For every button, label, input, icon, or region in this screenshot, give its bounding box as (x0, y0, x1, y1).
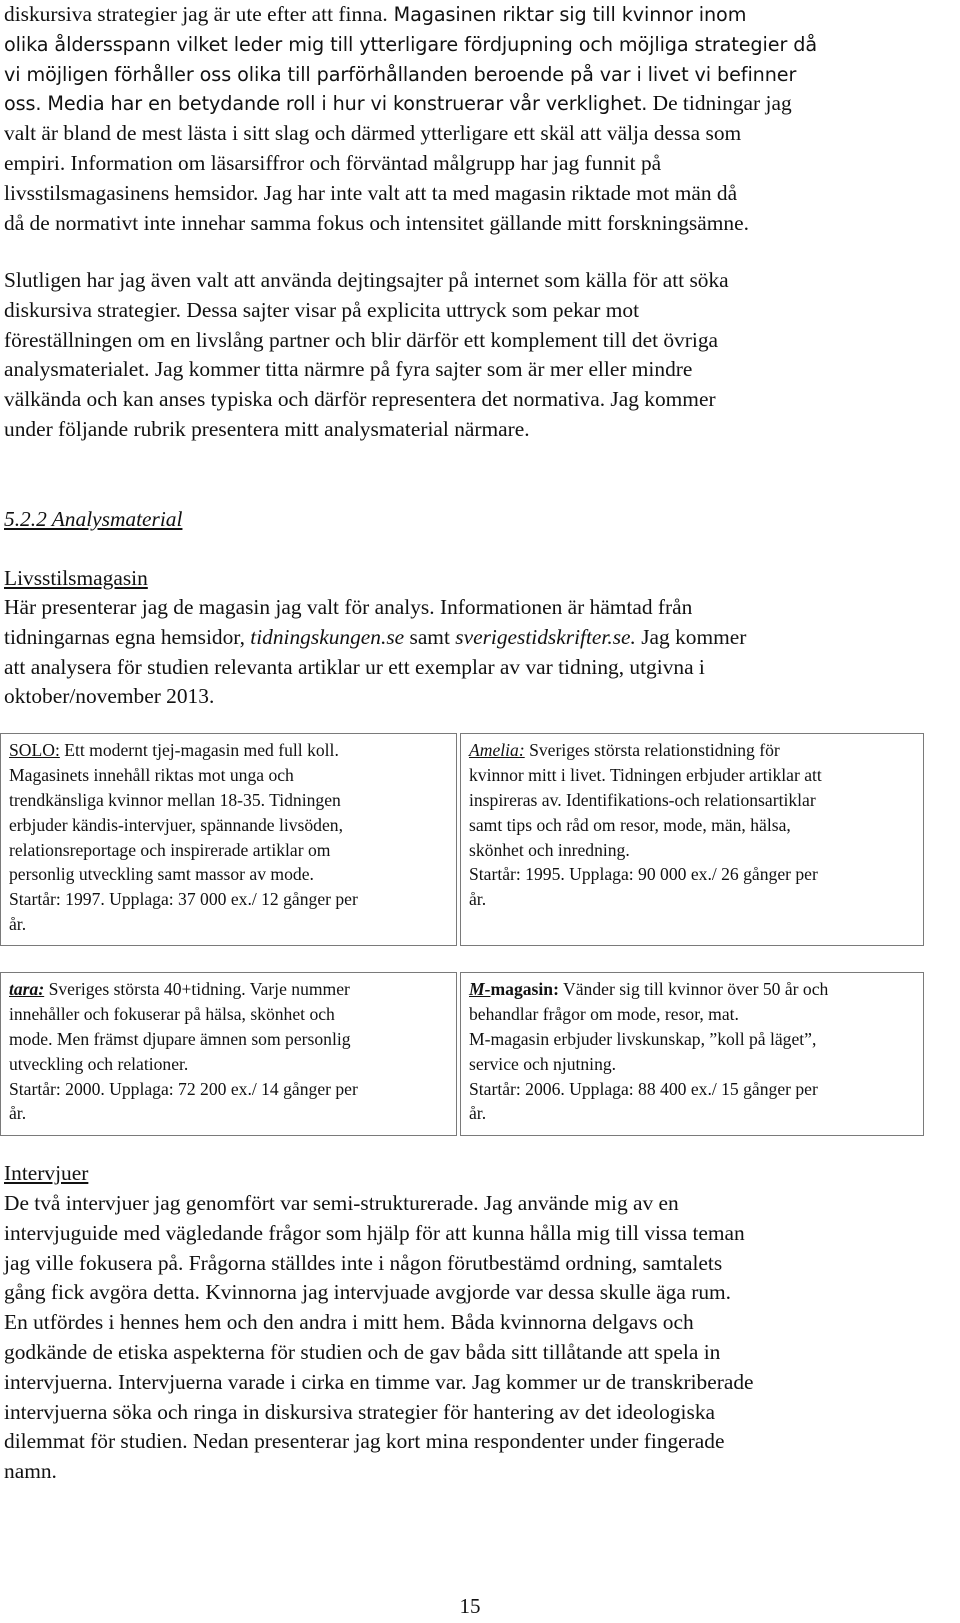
magazine-line-2a: tidningarnas egna hemsidor, (4, 624, 251, 649)
magazine-card-m-magasin (460, 972, 924, 1136)
amelia-line: inspireras av. Identifikations-och relationsartiklar (469, 789, 816, 810)
subheading-interviews: Intervjuer (4, 1161, 89, 1185)
magazine-card-solo (0, 733, 457, 946)
dating-sites-paragraph (4, 266, 934, 445)
intro-line-4b: De tidningar jag (647, 91, 792, 116)
solo-line: erbjuder kändis-intervjuer, spännande livsöden, (9, 814, 343, 835)
magazine-name-tara: tara: (9, 979, 45, 999)
interviews-line: godkände de etiska aspekterna för studien och de gav båda sitt tillåtande att spela in (4, 1339, 721, 1364)
magazine-name-m-suffix: magasin: (490, 979, 559, 999)
tara-first-line: Sveriges största 40+tidning. Varje nummer (44, 979, 350, 999)
second-line-2a: diskursiva strategier. (4, 297, 182, 322)
solo-first-line: Ett modernt tjej-magasin med full koll. (59, 740, 339, 760)
tara-line: innehåller och fokuserar på hälsa, skönhet och (9, 1003, 335, 1024)
interviews-line: namn. (4, 1459, 57, 1484)
intro-line-1a: diskursiva strategier jag är ute efter att finna. (4, 2, 388, 26)
interviews-line: jag ville fokusera på. Frågorna ställdes inte i någon förutbestämd ordning, samtalets (4, 1250, 723, 1275)
second-line-1: Slutligen har jag även valt att använda dejtingsajter på internet som källa för att söka (4, 268, 729, 292)
magazine-card-amelia (460, 733, 924, 946)
magazine-name-solo: SOLO: (9, 740, 60, 760)
interviews-line: De två intervjuer jag genomfört var semi-strukturerade. Jag använde mig av en (4, 1191, 679, 1215)
second-line-3: föreställningen om en livslång partner och blir därför ett komplement till det övriga (4, 327, 719, 352)
magazine-name-amelia: Amelia: (469, 740, 525, 760)
tara-line: utveckling och relationer. (9, 1053, 189, 1074)
page-number: 15 (459, 1594, 481, 1618)
magazine-line-3: att analysera för studien relevanta artiklar ur ett exemplar av var tidning, utgivna i (4, 654, 705, 679)
solo-line: personlig utveckling samt massor av mode. (9, 864, 314, 885)
m-magasin-line: M-magasin erbjuder livskunskap, ”koll på läget”, (469, 1028, 817, 1049)
tara-line: år. (9, 1103, 27, 1124)
amelia-line: samt tips och råd om resor, mode, män, hälsa, (469, 814, 791, 835)
interviews-line: intervjuerna söka och ringa in diskursiva strategier för hantering av det ideologiska (4, 1399, 716, 1424)
m-magasin-line: behandlar frågor om mode, resor, mat. (469, 1003, 739, 1024)
interviews-paragraph (4, 1189, 934, 1487)
second-line-2b: Dessa sajter visar på explicita uttryck som pekar mot (181, 297, 640, 322)
interviews-line: En utfördes i hennes hem och den andra i mitt hem. Båda kvinnorna delgavs och (4, 1310, 694, 1335)
amelia-line: år. (469, 889, 487, 910)
solo-line: Magasinets innehåll riktas mot unga och (9, 764, 294, 785)
interviews-line: dilemmat för studien. Nedan presenterar jag kort mina respondenter under fingerade (4, 1429, 725, 1454)
intro-line-2: olika åldersspann vilket leder mig till ytterligare fördjupning och möjliga strategier då (4, 32, 817, 56)
intro-line-8: då de normativt inte innehar samma fokus och intensitet gällande mitt forskningsämne. (4, 210, 749, 235)
magazine-line-2c: samt (404, 624, 456, 649)
sverigestidskrifter-source: sverigestidskrifter.se. (455, 624, 636, 649)
m-magasin-line: Startår: 2006. Upplaga: 88 400 ex./ 15 gånger per (469, 1078, 818, 1099)
solo-line: år. (9, 914, 27, 935)
intro-line-7a: livsstilsmagasinens hemsidor. (4, 180, 259, 205)
second-line-4: analysmaterialet. Jag kommer titta närmre på fyra sajter som är mer eller mindre (4, 357, 693, 382)
magazine-line-2e: Jag kommer (635, 624, 747, 649)
amelia-line: skönhet och inredning. (469, 839, 630, 860)
solo-line: trendkänsliga kvinnor mellan 18-35. Tidningen (9, 789, 341, 810)
second-line-6: under följande rubrik presentera mitt analysmaterial närmare. (4, 416, 530, 441)
solo-line: relationsreportage och inspirerade artiklar om (9, 839, 331, 860)
subheading-lifestyle-magazines: Livsstilsmagasin (4, 566, 148, 590)
intro-line-1b: Magasinen riktar sig till kvinnor inom (387, 3, 747, 26)
magazine-line-1: Här presenterar jag de magasin jag valt för analys. Informationen är hämtad från (4, 595, 693, 619)
intro-line-4a: oss. Media har en betydande roll i hur vi konstruerar vår verklighet. (4, 92, 648, 116)
intro-line-6: empiri. Information om läsarsiffror och förväntad målgrupp har jag funnit på (4, 150, 662, 175)
amelia-line: kvinnor mitt i livet. Tidningen erbjuder artiklar att (469, 764, 822, 785)
intro-line-5: valt är bland de mest lästa i sitt slag och därmed ytterligare ett skäl att välja dessa som (4, 121, 742, 146)
amelia-line: Startår: 1995. Upplaga: 90 000 ex./ 26 gånger per (469, 864, 818, 885)
intro-line-3: vi möjligen förhåller oss olika till parförhållanden beroende på var i livet vi befinner (4, 62, 797, 86)
interviews-line: intervjuerna. Intervjuerna varade i cirka en timme var. Jag kommer ur de transkriberade (4, 1369, 754, 1394)
intro-line-7b: Jag har inte valt att ta med magasin riktade mot män då (258, 180, 738, 205)
tara-line: mode. Men främst djupare ämnen som personlig (9, 1028, 351, 1049)
m-magasin-line: service och njutning. (469, 1053, 617, 1074)
amelia-first-line: Sveriges största relationstidning för (524, 740, 780, 760)
solo-line: Startår: 1997. Upplaga: 37 000 ex./ 12 gånger per (9, 889, 358, 910)
tidningskungen-source: tidningskungen.se (250, 624, 405, 649)
m-magasin-first-line: Vänder sig till kvinnor över 50 år och (558, 979, 829, 999)
magazine-card-tara (0, 972, 457, 1136)
m-magasin-line: år. (469, 1103, 487, 1124)
magazine-line-4: oktober/november 2013. (4, 684, 215, 709)
tara-line: Startår: 2000. Upplaga: 72 200 ex./ 14 gånger per (9, 1078, 358, 1099)
magazine-name-m-prefix: M- (469, 979, 491, 999)
second-line-5: välkända och kan anses typiska och därför representera det normativa. Jag kommer (4, 387, 716, 412)
interviews-line: gång fick avgöra detta. Kvinnorna jag intervjuade avgjorde var dessa skulle äga rum. (4, 1280, 732, 1305)
section-heading: 5.2.2 Analysmaterial (4, 507, 183, 531)
magazine-intro-paragraph (4, 593, 934, 712)
interviews-line: intervjuguide med vägledande frågor som hjälp för att kunna hålla mig till vissa teman (4, 1220, 745, 1245)
intro-paragraph (4, 0, 934, 238)
